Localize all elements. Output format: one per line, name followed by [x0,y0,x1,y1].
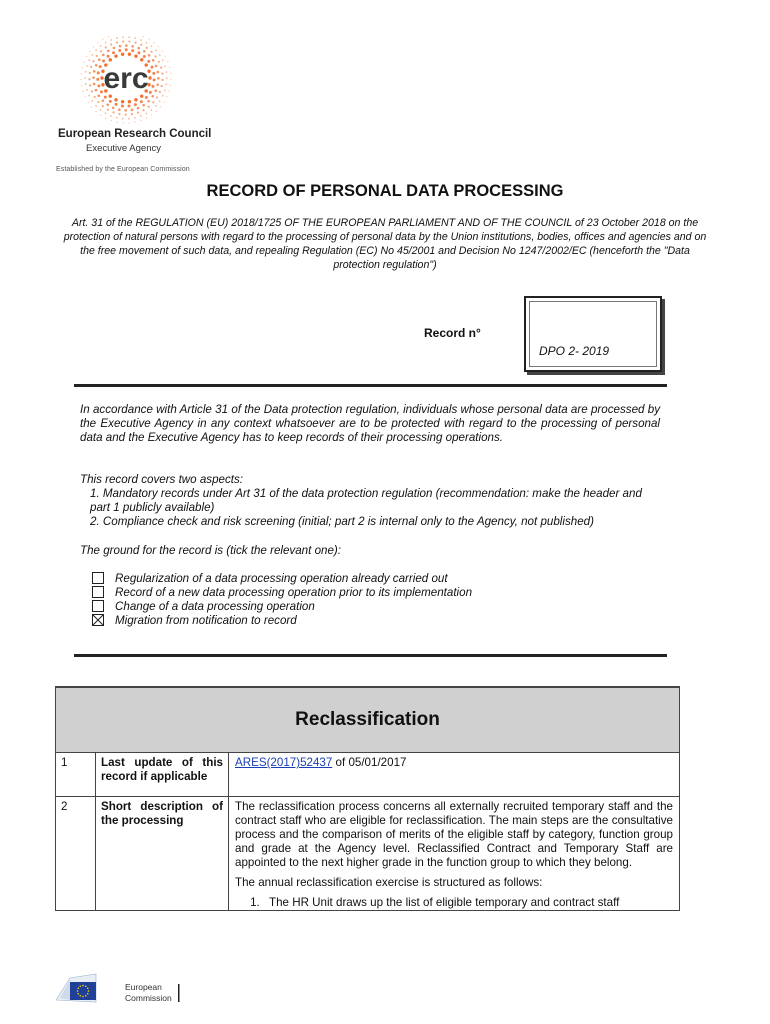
logo-dot [158,61,160,63]
logo-dot [159,91,161,93]
logo-dot [142,104,145,107]
logo-dot [131,49,134,52]
logo-dot [83,61,84,62]
logo-dot [92,60,94,62]
logo-dot [163,101,164,102]
logo-dot [155,55,157,57]
logo-dot [164,89,166,91]
logo-dot [81,67,82,68]
logo-dot [160,66,162,68]
logo-dot [165,71,167,73]
logo-dot [84,77,86,79]
logo-dot [81,85,82,86]
logo-dot [99,65,102,68]
logo-dot [105,42,107,44]
logo-dot [143,50,146,53]
logo-dot [145,96,148,99]
logo-dot [134,98,137,101]
logo-dot [122,40,124,42]
logo-dot [128,100,131,103]
logo-dot [85,96,86,97]
intro-paragraph: In accordance with Article 31 of the Data protection regulation, individuals whose personal data are processed by the Executive Agency in any context whatsoever are to be protected with regard to the processing of personal data and the Executive Agency has to keep records of their processing operations. [80,403,660,444]
logo-dot [156,96,158,98]
ground-option-label: Record of a new data processing operation prior to its implementation [115,585,473,599]
logo-dot [137,47,140,50]
logo-dot [102,99,105,102]
logo-dot [128,105,131,108]
logo-dot [140,115,142,117]
logo-dot [96,78,99,81]
logo-dot [159,100,161,102]
ec-name-line2: Commission [125,993,172,1003]
logo-dot [148,38,149,39]
logo-dot [137,51,140,54]
logo-dot [148,106,150,108]
checkbox-icon[interactable] [92,572,104,584]
logo-dot [114,98,117,101]
logo-dot [102,105,104,107]
logo-dot [167,61,168,62]
logo-dot [166,77,168,79]
org-subtitle: Executive Agency [86,143,161,154]
logo-dot [169,67,170,68]
logo-dot [86,89,88,91]
logo-dot [156,83,159,86]
logo-dot [86,65,88,67]
logo-dot [143,36,144,37]
logo-dot [88,59,90,61]
logo-dot [165,83,167,85]
logo-dot [122,122,123,123]
logo-dot [82,91,83,92]
logo-dot [128,122,129,123]
logo-dot [148,54,151,57]
logo-dot [153,78,156,81]
logo-dot [97,84,100,87]
row-label: Short description of the processing [96,797,229,911]
logo-dot [89,72,91,74]
logo-dot [95,49,97,51]
logo-dot [134,42,136,44]
logo-dot [146,42,148,44]
logo-dot [116,37,118,39]
logo-dot [107,55,110,58]
org-name: European Research Council [58,128,212,140]
logo-dot [134,117,136,119]
logo-dot [140,44,142,46]
logo-dot [107,109,109,111]
logo-dot [113,47,116,50]
ec-divider [178,984,180,1002]
logo-dot [115,103,118,106]
logo-dot [151,85,154,88]
logo-dot [148,76,151,79]
ares-reference-link[interactable]: ARES(2017)52437 [235,756,333,769]
logo-dot [119,45,122,48]
eu-star [79,985,81,987]
logo-dot [110,115,112,117]
record-number-label: Record n° [424,326,481,340]
logo-dot [97,101,99,103]
logo-dot [106,103,109,106]
divider-bottom [74,654,667,657]
logo-dot [170,79,171,80]
logo-dot [161,79,163,81]
description-paragraph: The annual reclassification exercise is structured as follows: [235,876,543,889]
logo-dot [162,60,164,62]
logo-dot [116,117,118,119]
logo-dot [93,83,96,86]
logo-dot [131,109,134,112]
logo-dot [116,41,118,43]
logo-dot [114,54,117,57]
logo-dot [89,51,90,52]
logo-dot [165,56,166,57]
logo-dot [161,50,162,51]
checkbox-icon[interactable] [92,600,104,612]
table-header-row [56,687,680,753]
eu-star [77,990,79,992]
record-number-box-inner [529,301,657,367]
org-established-note: Established by the European Commission [56,166,190,173]
logo-dot [91,100,93,102]
logo-dot [105,118,106,119]
logo-dot [150,51,152,53]
logo-dot [125,44,128,47]
logo-dot [157,71,160,74]
logo-dot [91,106,92,107]
logo-dot [128,118,130,120]
record-number-box [524,296,662,372]
logo-dot [166,96,167,97]
logo-dot [121,53,124,56]
logo-dot [168,90,169,91]
logo-dot [112,111,114,113]
logo-dot [87,102,88,103]
logo-dot [145,113,147,115]
logo-dot [155,65,158,68]
logo-dot [128,40,130,42]
logo-dot [140,100,143,103]
logo-dot [86,56,87,57]
logo-dot [94,96,96,98]
logo-dot [105,112,107,114]
logo-dot [153,42,154,43]
page-title: RECORD OF PERSONAL DATA PROCESSING [206,182,564,200]
table-heading: Reclassification [56,687,680,753]
logo-dot [151,114,152,115]
logo-dot [118,113,120,115]
logo-dot [105,46,107,48]
logo-dot [122,118,124,120]
ground-option-regularization[interactable] [92,571,448,585]
logo-dot [161,73,163,75]
logo-dot [152,59,155,62]
logo-dot [122,36,124,38]
record-table [55,686,680,911]
logo-dot [155,89,158,92]
regulation-subtitle: Art. 31 of the REGULATION (EU) 2018/1725 OF THE EUROPEAN PARLIAMENT AND OF THE COUNCIL of 23 October 2018 on the protection of natural persons with regard to the processing of personal data by the Union institutions, bodies, offices and agencies and on the free movement of such data, and repealing Regulation (EC) No 45/2001 and Decision No 1247/2002/EC (henceforth the "Data protection regulation") [63,217,707,271]
eu-star [87,987,89,989]
logo-dot [121,104,124,107]
logo-dot [85,83,87,85]
logo-dot [140,120,141,121]
logo-dot [150,66,153,69]
logo-dot [117,121,118,122]
ground-option-new-record[interactable] [92,585,472,599]
logo-dot [95,89,98,92]
logo-dot [159,54,161,56]
logo-dot [125,114,127,116]
logo-dot [134,54,137,57]
logo-dot [150,109,152,111]
logo-dot [131,113,133,115]
covers-item-1: 1. Mandatory records under Art 31 of the data protection regulation (recommendation: make the header and part 1 publicly available) [90,487,642,514]
logo-dot [131,45,134,48]
logo-dot [91,90,93,92]
logo-dot [111,120,112,121]
logo-dot [102,54,105,57]
eu-star [82,985,84,987]
logo-dot [89,84,91,86]
logo-dot [160,106,161,107]
logo-dot [152,101,154,103]
logo-dot [95,111,96,112]
logo-dot [91,54,93,56]
logo-dot [110,39,112,41]
logo-dot [102,39,103,40]
logo-dot [118,49,121,52]
logo-dot [155,49,157,51]
eu-star [77,993,79,995]
logo-dot [162,95,164,97]
ground-option-label: Change of a data processing operation [115,599,315,613]
logo-dot [97,71,100,74]
logo-dot [146,47,148,49]
covers-item-2: 2. Compliance check and risk screening (initial; part 2 is internal only to the Agency, not published) [90,515,594,528]
logo-dot [93,70,96,73]
logo-dot [121,100,124,103]
erc-logo [76,36,176,136]
logo-dot [164,65,166,67]
logo-dot [146,117,147,118]
ec-name-line1: European [125,982,162,992]
logo-dot [107,50,110,53]
logo-dot [156,111,157,112]
logo-dot [100,115,101,116]
description-paragraph: The reclassification process concerns all externally recruited temporary staff and the contract staff who are eligible for reclassification. The main steps are the consultative process and the comparison of merits of the eligible staff by category, function group and grade at the Agency level. Reclassified Contract and Temporary Staff are appointed to the next higher grade in the function group to which they belong. [235,800,673,869]
logo-dot [110,43,112,45]
logo-dot [128,36,130,38]
erc-brand-text: erc [103,62,149,95]
eu-star [77,987,79,989]
logo-dot [108,36,109,37]
logo-dot [81,73,82,74]
row-label: Last update of this record if applicable [96,753,229,797]
table-row [56,797,680,911]
logo-dot [80,79,81,80]
row-number: 2 [56,797,96,911]
ground-option-label: Migration from notification to record [115,613,297,627]
ground-option-migration[interactable] [92,613,297,627]
logo-dot [140,39,142,41]
logo-dot [152,72,155,75]
logo-dot [134,37,136,39]
eu-star [82,996,84,998]
logo-dot [137,107,140,110]
logo-dot [142,109,144,111]
logo-dot [143,55,146,58]
logo-dot [134,121,135,122]
covers-title: This record covers two aspects: [80,473,244,486]
logo-dot [88,78,90,80]
logo-dot [158,46,159,47]
logo-dot [95,105,97,107]
record-number-value: DPO 2- 2019 [539,344,610,358]
eu-star [85,995,87,997]
logo-dot [98,58,101,61]
logo-dot [137,112,139,114]
eu-star [79,995,81,997]
logo-dot [98,94,101,97]
logo-dot [85,71,87,73]
logo-dot [88,95,90,97]
logo-dot [151,45,153,47]
logo-dot [118,108,121,111]
logo-dot [157,77,160,80]
logo-dot [92,76,95,79]
row-number: 1 [56,753,96,797]
logo-dot [90,66,92,68]
logo-dot [112,107,115,110]
steps-list [235,896,673,910]
logo-dot [170,85,171,86]
logo-dot [147,100,150,103]
table-row [56,753,680,797]
logo-dot [109,100,112,103]
eu-star [87,993,89,995]
logo-dot [97,42,98,43]
logo-dot [155,105,157,107]
logo-dot [170,73,171,74]
divider-top [74,384,667,387]
logo-dot [134,103,137,106]
logo-dot [151,95,154,98]
update-date: of 05/01/2017 [332,756,407,769]
logo-dot [95,64,98,67]
logo-dot [100,50,102,52]
logo-dot [93,46,94,47]
eu-star [85,985,87,987]
logo-dot [100,45,102,47]
logo-dot [149,91,152,94]
logo-dot [96,55,98,57]
logo-dot [124,109,127,112]
list-item: 1. The HR Unit draws up the list of eligible temporary and contract staff [263,896,673,910]
logo-dot [104,96,107,99]
logo-dot [112,51,115,54]
checkbox-icon[interactable] [92,586,104,598]
ground-prompt: The ground for the record is (tick the relevant one): [80,544,341,557]
row-value [229,797,680,911]
eu-star [88,990,90,992]
ground-option-change[interactable] [92,599,315,613]
row-value [229,753,680,797]
logo-dot [125,48,128,51]
logo-dot [128,53,131,56]
logo-dot [161,85,163,87]
checkbox-checked-icon[interactable] [92,614,104,626]
ground-option-label: Regularization of a data processing operation already carried out [115,571,448,585]
logo-dot [100,109,102,111]
